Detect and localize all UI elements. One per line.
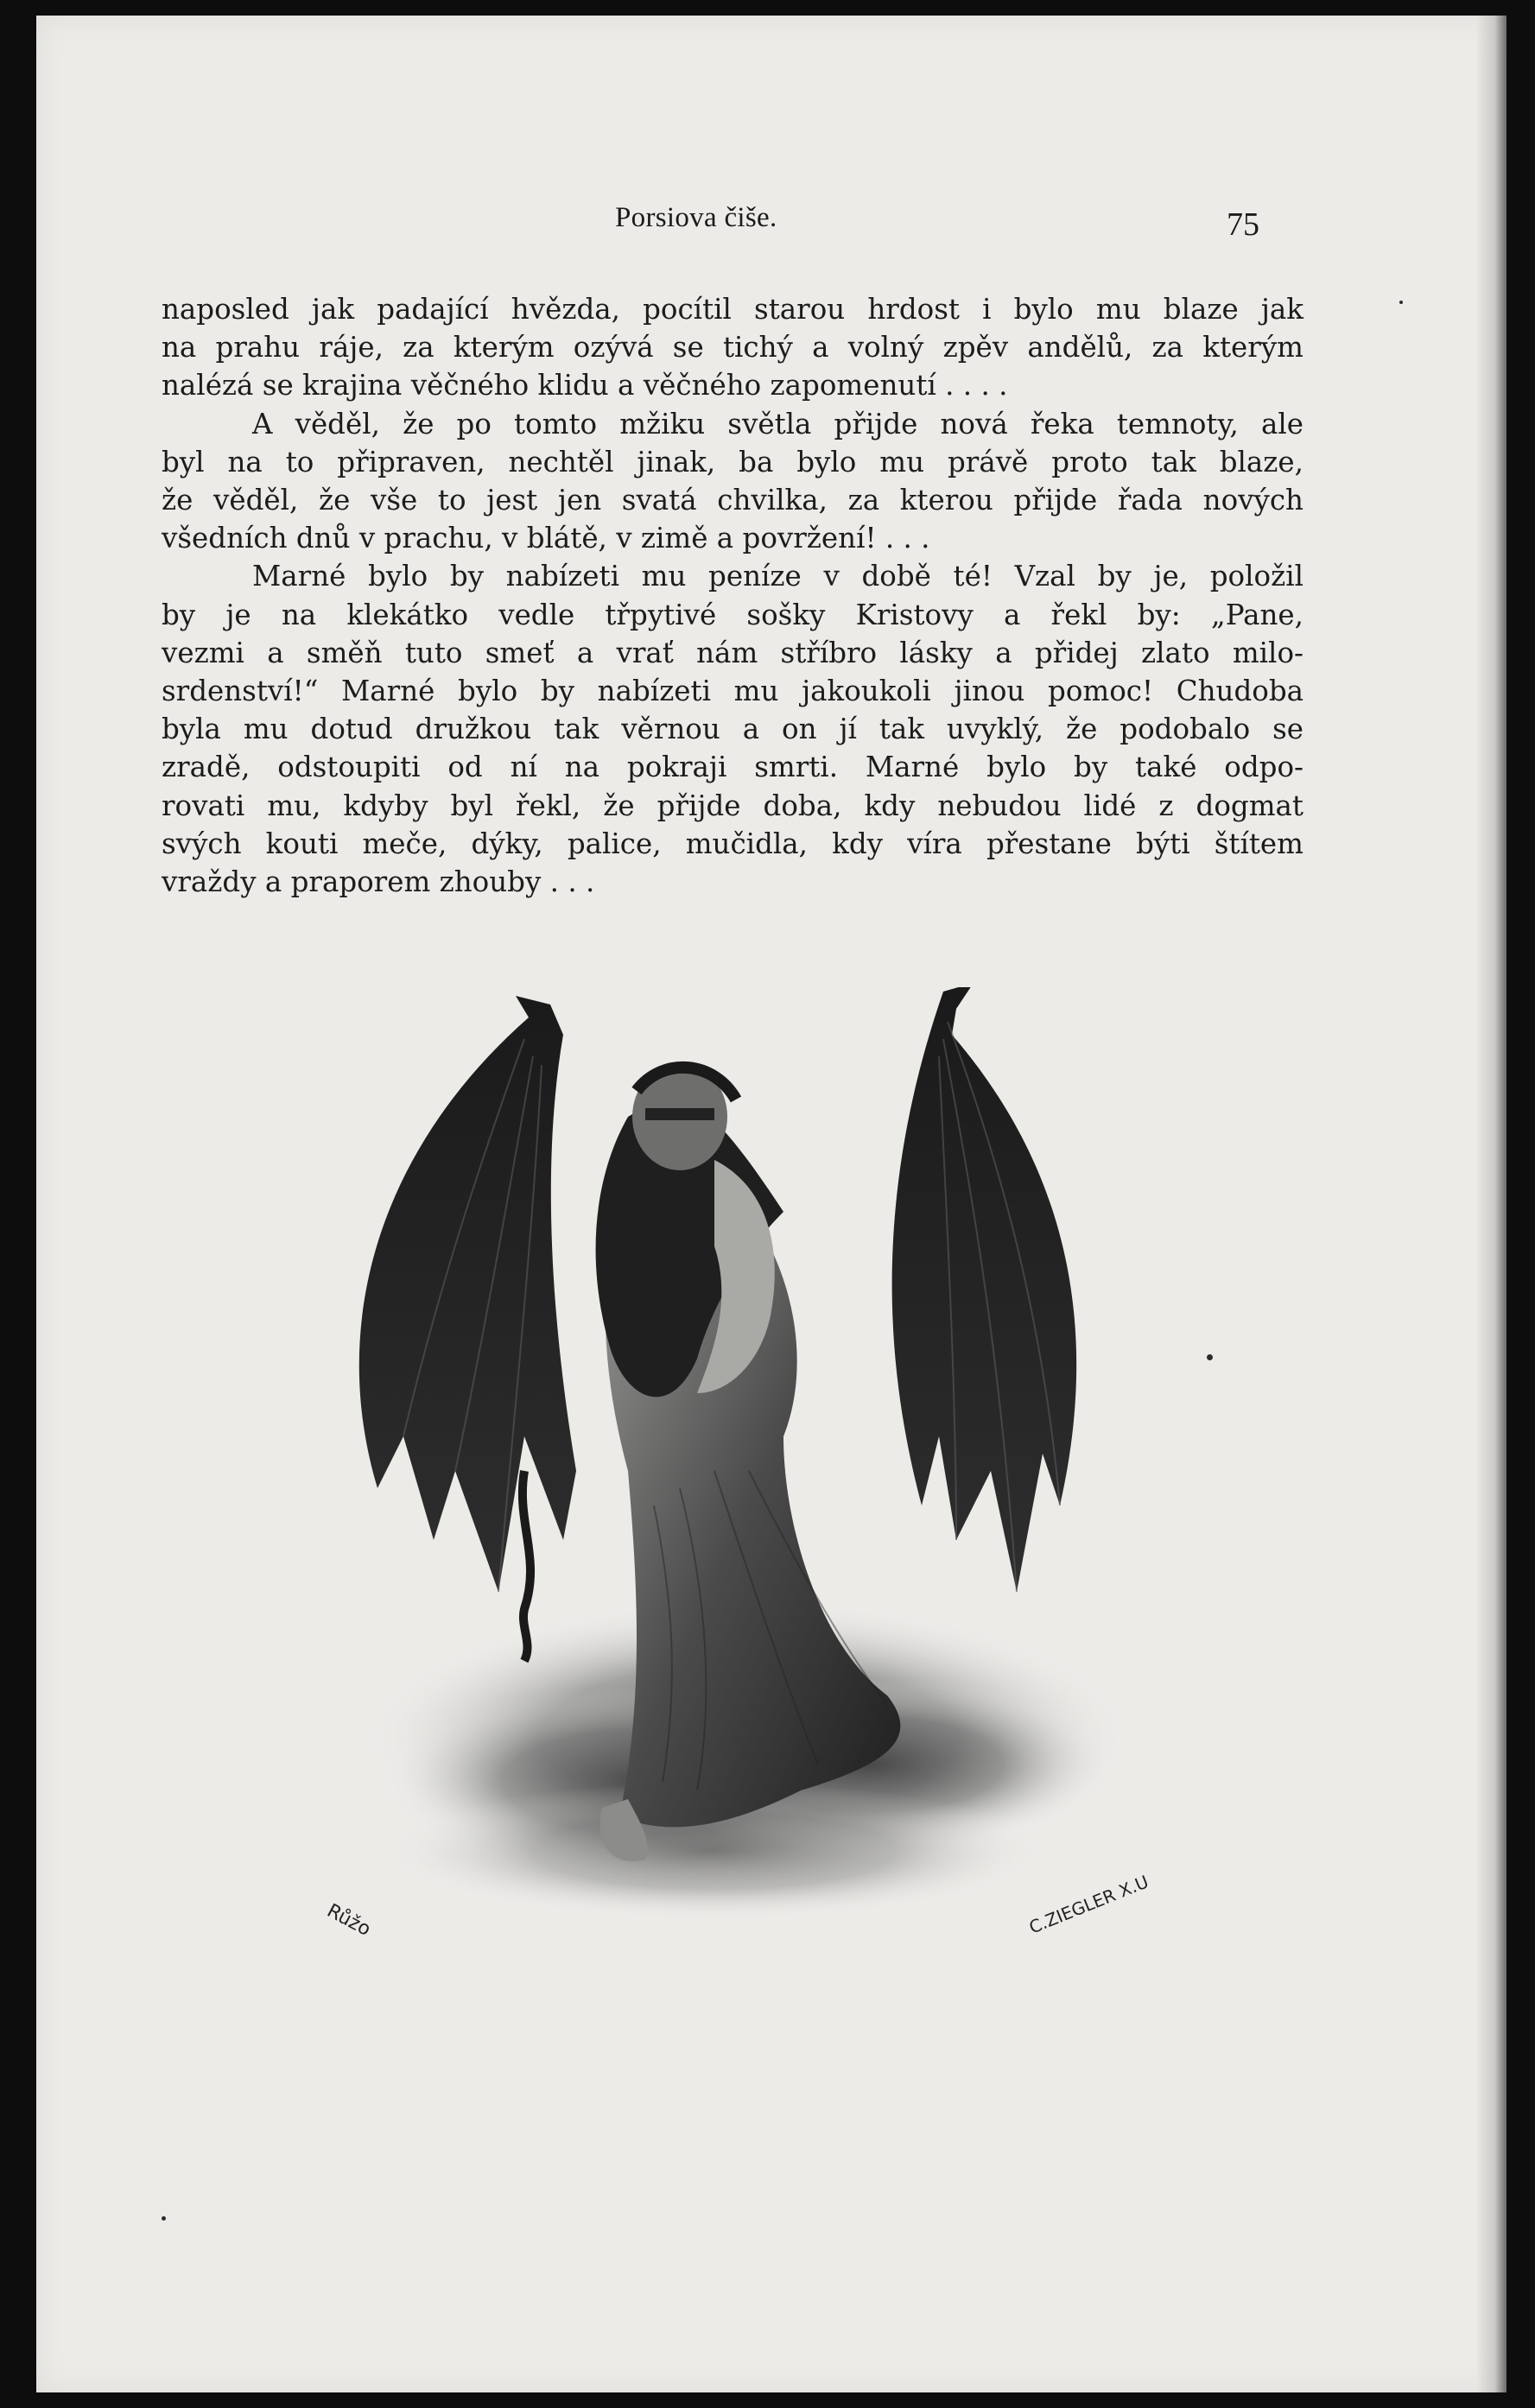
right-wing (892, 987, 1077, 1592)
text-line: Marné bylo by nabízeti mu peníze v době té! Vzal by je, položil (252, 560, 1303, 593)
text-line: zradě, odstoupiti od ní na pokraji smrti. Marné bylo by také odpo- (162, 751, 1303, 784)
page-edge-shadow (1477, 16, 1506, 2392)
text-line: byla mu dotud družkou tak věrnou a on jí tak uvyklý, že podobalo se (162, 713, 1303, 746)
text-line: A věděl, že po tomto mžiku světla přijde nová řeka temnoty, ale (252, 407, 1303, 440)
book-page (36, 16, 1506, 2392)
blindfold (645, 1108, 714, 1120)
running-header (36, 202, 1506, 245)
text-line: nalézá se krajina věčného klidu a věčného zapomenutí . . . . (162, 369, 1008, 402)
text-line: vezmi a směň tuto smeť a vrať nám stříbro lásky a přidej zlato milo- (162, 636, 1303, 669)
running-title: Porsiova čiše. (615, 202, 777, 233)
text-line: svých kouti meče, dýky, palice, mučidla, kdy víra přestane býti štítem (162, 827, 1303, 860)
engraver-signature-right: C.ZIEGLER X.U (1025, 1871, 1151, 1938)
ink-speck (1207, 1354, 1213, 1360)
illustrator-signature-left: Růžo (323, 1899, 375, 1942)
body-text (162, 290, 1303, 901)
text-line: srdenství!“ Marné bylo by nabízeti mu jakoukoli jinou pomoc! Chudoba (162, 675, 1303, 708)
left-wing (359, 996, 576, 1592)
text-line: rovati mu, kdyby byl řekl, že přijde doba, kdy nebudou lidé z dogmat (162, 789, 1303, 822)
winged-figure-illustration (265, 987, 1215, 2037)
text-line: na prahu ráje, za kterým ozývá se tichý a volný zpěv andělů, za kterým (162, 331, 1303, 364)
wing-tendril (523, 1471, 530, 1661)
text-line: naposled jak padající hvězda, pocítil starou hrdost i bylo mu blaze jak (162, 293, 1303, 326)
page-number: 75 (1227, 206, 1259, 243)
text-line: všedních dnů v prachu, v blátě, v zimě a povržení! . . . (162, 522, 930, 555)
text-line: že věděl, že vše to jest jen svatá chvilka, za kterou přijde řada nových (162, 484, 1303, 517)
text-line: byl na to připraven, nechtěl jinak, ba bylo mu právě proto tak blaze, (162, 445, 1303, 478)
text-line: vraždy a praporem zhouby . . . (162, 865, 595, 899)
ink-speck (1399, 301, 1403, 304)
text-line: by je na klekátko vedle třpytivé sošky Kristovy a řekl by: „Pane, (162, 598, 1303, 631)
ink-speck (162, 2216, 166, 2221)
